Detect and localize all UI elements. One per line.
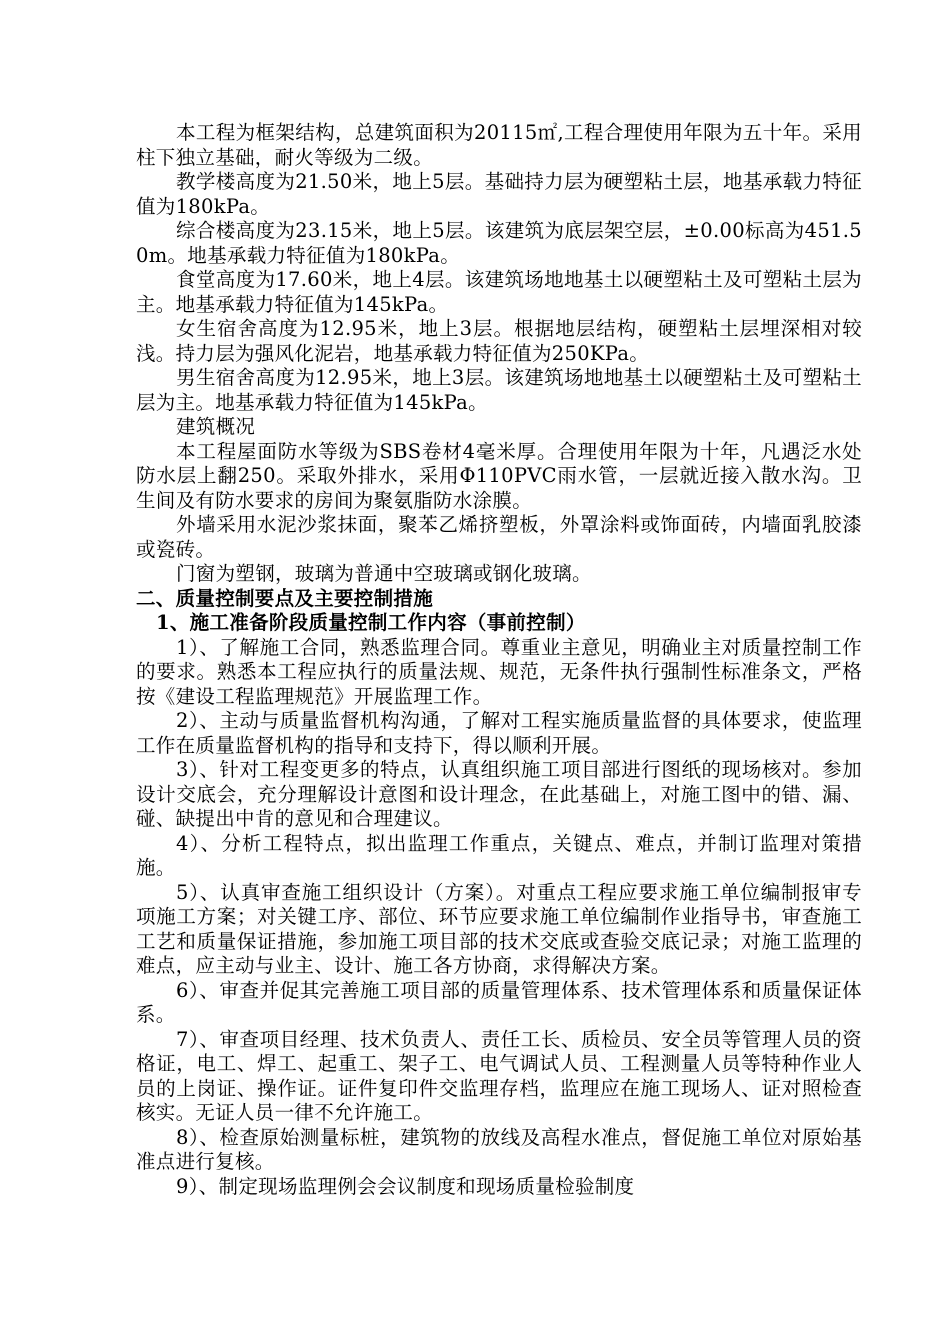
list-item-4: 4）、分析工程特点，拟出监理工作重点，关键点、难点，并制订监理对策措施。 (136, 831, 862, 879)
list-item-8: 8）、检查原始测量标桩，建筑物的放线及高程水准点，督促施工单位对原始基准点进行复核。 (136, 1125, 862, 1173)
paragraph-overview-1: 本工程为框架结构，总建筑面积为20115㎡,工程合理使用年限为五十年。采用柱下独立基础，耐火等级为二级。 (136, 121, 862, 169)
document-page (136, 121, 862, 1199)
list-item-1: 1）、了解施工合同，熟悉监理合同。尊重业主意见，明确业主对质量控制工作的要求。熟悉本工程应执行的质量法规、规范，无条件执行强制性标准条文，严格按《建设工程监理规范》开展监理工作。 (136, 635, 862, 708)
paragraph-overview-9: 外墙采用水泥沙浆抹面，聚苯乙烯挤塑板，外罩涂料或饰面砖，内墙面乳胶漆或瓷砖。 (136, 513, 862, 561)
paragraph-overview-2: 教学楼高度为21.50米，地上5层。基础持力层为硬塑粘土层，地基承载力特征值为180kPa。 (136, 170, 862, 218)
paragraph-overview-4: 食堂高度为17.60米，地上4层。该建筑场地地基土以硬塑粘土及可塑粘土层为主。地基承载力特征值为145kPa。 (136, 268, 862, 316)
paragraph-overview-10: 门窗为塑钢，玻璃为普通中空玻璃或钢化玻璃。 (176, 562, 592, 585)
paragraph-building-overview-label: 建筑概况 (176, 415, 256, 438)
paragraph-overview-6: 男生宿舍高度为12.95米，地上3层。该建筑场地地基土以硬塑粘土及可塑粘土层为主。地基承载力特征值为145kPa。 (136, 366, 862, 414)
list-item-5: 5）、认真审查施工组织设计（方案）。对重点工程应要求施工单位编制报审专项施工方案；对关键工序、部位、环节应要求施工单位编制作业指导书，审查施工工艺和质量保证措施，参加施工项目部的技术交底或查验交底记录；对施工监理的难点，应主动与业主、设计、施工各方协商，求得解决方案。 (136, 880, 862, 977)
section-heading-2: 二、质量控制要点及主要控制措施 (136, 586, 434, 610)
list-item-2: 2）、主动与质量监督机构沟通，了解对工程实施质量监督的具体要求，使监理工作在质量监督机构的指导和支持下，得以顺利开展。 (136, 709, 862, 757)
list-item-3: 3）、针对工程变更多的特点，认真组织施工项目部进行图纸的现场核对。参加设计交底会，充分理解设计意图和设计理念，在此基础上，对施工图中的错、漏、碰、缺提出中肯的意见和合理建议。 (136, 758, 862, 830)
list-item-9: 9）、制定现场监理例会会议制度和现场质量检验制度 (176, 1174, 635, 1198)
paragraph-overview-5: 女生宿舍高度为12.95米，地上3层。根据地层结构，硬塑粘土层埋深相对较浅。持力层为强风化泥岩，地基承载力特征值为250KPa。 (136, 317, 862, 365)
list-item-6: 6）、审查并促其完善施工项目部的质量管理体系、技术管理体系和质量保证体系。 (136, 978, 862, 1026)
paragraph-overview-3: 综合楼高度为23.15米，地上5层。该建筑为底层架空层，±0.00标高为451.50m。地基承载力特征值为180kPa。 (136, 219, 862, 267)
paragraph-overview-8: 本工程屋面防水等级为SBS卷材4毫米厚。合理使用年限为十年，凡遇泛水处防水层上翻250。采取外排水，采用Φ110PVC雨水管，一层就近接入散水沟。卫生间及有防水要求的房间为聚氨脂防水涂膜。 (136, 439, 862, 512)
list-item-7: 7）、审查项目经理、技术负责人、责任工长、质检员、安全员等管理人员的资格证，电工、焊工、起重工、架子工、电气调试人员、工程测量人员等特种作业人员的上岗证、操作证。证件复印件交监理存档，监理应在施工现场人、证对照检查核实。无证人员一律不允许施工。 (136, 1027, 862, 1124)
subsection-heading-2-1: 1、施工准备阶段质量控制工作内容（事前控制） (156, 611, 586, 634)
